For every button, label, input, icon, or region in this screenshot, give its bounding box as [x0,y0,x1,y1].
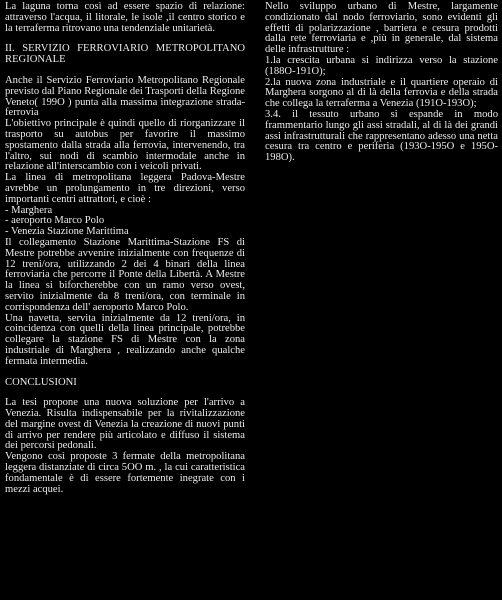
right-item-3: 3.4. il tessuto urbano si espande in modo frammentario lungo gli assi stradali, al di là dei grandi assi infrastrutturali che rappresentano adesso una netta cesura tra centro e periferia (193O-195O e 195O-198O). [265,108,498,164]
paragraph-4: Il collegamento Stazione Marittima-Stazione FS di Mestre potrebbe avvenire inizialmente con frequenze di 12 treni/ora, utilizzando 2 dei 4 binari della linea ferroviaria che percorre il Ponte della Libertà. A Mestre la linea si biforcherebbe con un ramo verso ovest, servito inizialmente da 8 treni/ora, con terminale in corrispondenza dell' aeroporto Marco Polo. [5,236,245,313]
paragraph-1: Anche il Servizio Ferroviario Metropolitano Regionale previsto dal Piano Regionale dei Trasporti della Regione Veneto( 199O ) punta alla massima integrazione strada-ferrovia [5,74,245,119]
destinations-list [5,206,245,238]
right-item-1: 1.la crescita urbana si indirizza verso la stazione (188O-191O); [265,54,498,77]
column-gutter [256,0,257,600]
section-heading: II. SERVIZIO FERROVIARIO METROPOLITANO REGIONALE [5,43,245,66]
paragraph-5: Una navetta, servita inizialmente da 12 treni/ora, in coincidenza con quelli della linea principale, potrebbe collegare la stazione FS di Mestre con la zona industriale di Marghera , realizzando anche qualche fermata intermedia. [5,312,245,367]
right-column [265,2,498,164]
destination-item: - aeroporto Marco Polo [5,215,105,227]
paragraph-7: Vengono così proposte 3 fermate della metropolitana leggera distanziate di circa 5OO m. , la cui caratteristica fondamentale è di essere fortemente inegrate con i mezzi acquei. [5,451,245,495]
paragraph-3: La linea di metropolitana leggera Padova-Mestre avrebbe un prolungamento in tre direzioni, verso importanti centri attrattori, e cioè : [5,172,245,205]
right-paragraph-1: Nello sviluppo urbano di Mestre, largamente condizionato dal nodo ferroviario, sono evidenti gli effetti di polarizzazione , barriera e cesura prodotti dalla rete ferroviaria e ,più in generale, dal sistema delle infrastrutture : [265,1,498,56]
left-column [5,2,245,495]
destination-item: - Venezia Stazione Marittima [5,226,129,238]
paragraph-2: L'obiettivo principale è quindi quello di riorganizzare il trasporto su autobus per favorire il massimo spostamento dalla strada alla ferrovia, intervenendo, tra l'altro, sui nodi di scambio intermodale anche in relazione all'interscambio con i veicoli privati. [5,118,245,173]
right-item-2: 2.la nuova zona industriale e il quartiere operaio di Marghera sorgono al di là della ferrovia e della strada che collega la terraferma a Venezia (191O-193O); [265,76,498,110]
intro-paragraph: La laguna torna così ad essere spazio di relazione: attraverso l'acqua, il litorale, le isole ,il centro storico e la terraferma ritrovano una tendenziale unitarietà. [5,1,245,34]
paragraph-6: La tesi propone una nuova soluzione per l'arrivo a Venezia. Risulta indispensabile per la rivitalizzazione del margine ovest di Venezia la creazione di nuovi punti di arrivo per rendere più articolato e diffuso il sistema dei percorsi pedonali. [5,397,245,452]
destination-item: - Marghera [5,204,53,216]
conclusions-heading: CONCLUSIONI [5,376,77,388]
